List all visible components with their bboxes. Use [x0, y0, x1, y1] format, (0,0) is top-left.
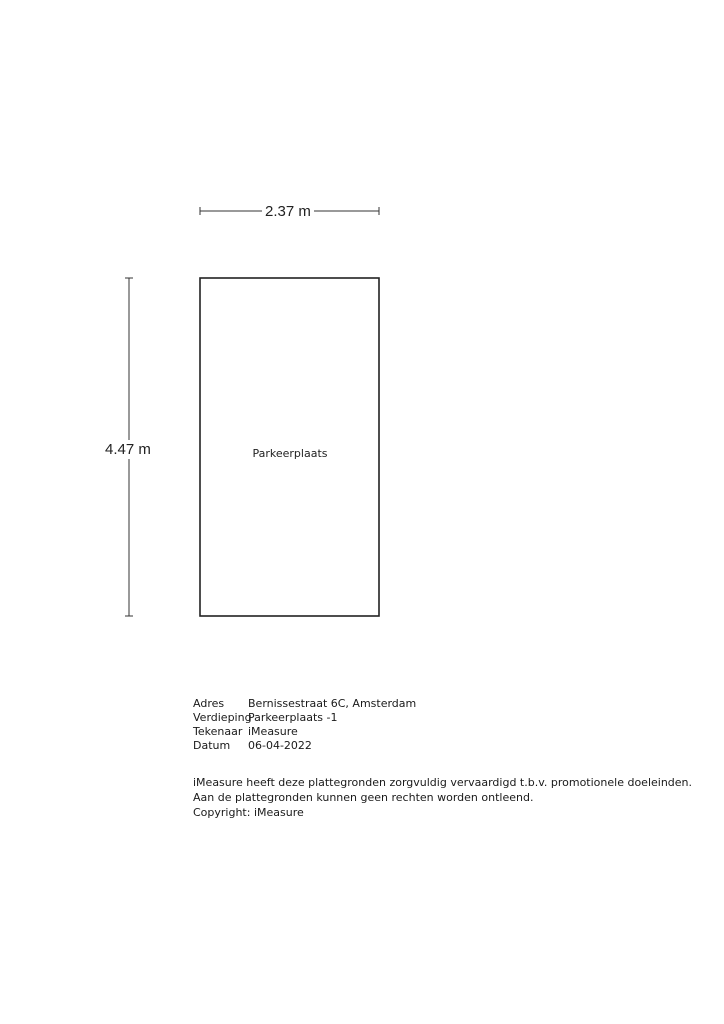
- info-key: Tekenaar: [193, 725, 243, 738]
- info-value: 06-04-2022: [248, 739, 312, 752]
- disclaimer-line: Aan de plattegronden kunnen geen rechten worden ontleend.: [193, 791, 534, 804]
- info-key: Adres: [193, 697, 225, 710]
- info-row-tekenaar: [193, 725, 416, 739]
- depth-dimension-label: 4.47 m: [105, 441, 151, 458]
- info-value: Bernissestraat 6C, Amsterdam: [248, 697, 417, 710]
- room-label-parkeerplaats: Parkeerplaats: [252, 447, 328, 460]
- copyright-line: Copyright: iMeasure: [193, 806, 304, 819]
- info-table: [193, 697, 416, 753]
- info-key: Datum: [193, 739, 231, 752]
- info-value: iMeasure: [248, 725, 298, 738]
- info-key: Verdieping: [193, 711, 252, 724]
- info-row-verdieping: [193, 711, 416, 725]
- info-value: Parkeerplaats -1: [248, 711, 338, 724]
- info-row-adres: [193, 697, 416, 711]
- width-dimension-label: 2.37 m: [262, 204, 314, 219]
- disclaimer: [193, 775, 692, 820]
- info-row-datum: [193, 739, 416, 753]
- disclaimer-line: iMeasure heeft deze plattegronden zorgvuldig vervaardigd t.b.v. promotionele doeleinden.: [193, 776, 693, 789]
